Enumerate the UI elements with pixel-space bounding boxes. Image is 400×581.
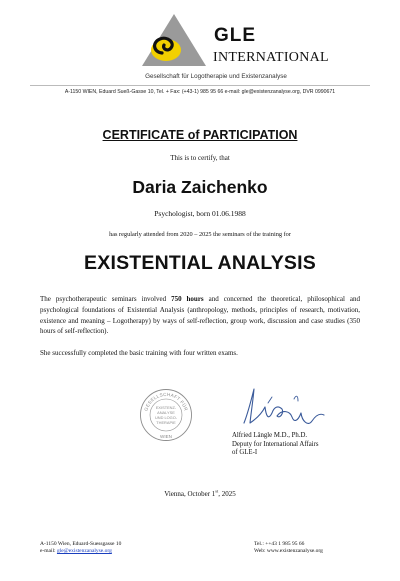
description-rest: and concerned the theoretical, philosophical and psychological foundations of Existential Analysis (anthropology, methods, principles of research, motivation, existence and meaning – Logotherapy) by ways of self-reflection, group work, discussion and case studies (350 hours of self-reflection). bbox=[40, 295, 360, 336]
footer-phone: Tel.: ++43 1 985 95 66 bbox=[254, 541, 305, 547]
program-name: EXISTENTIAL ANALYSIS bbox=[84, 252, 316, 274]
gle-logo-icon bbox=[140, 12, 208, 68]
signatory-role: Deputy for International Affairs bbox=[232, 440, 319, 448]
footer-address: A-1150 Wien, Eduard-Suessgasse 10 bbox=[40, 541, 122, 547]
date-prefix: Vienna, October 1 bbox=[164, 490, 216, 498]
date-year: , 2025 bbox=[218, 490, 236, 498]
header-divider bbox=[30, 85, 370, 86]
stamp-line-2: ANALYSE bbox=[157, 410, 175, 415]
hours-highlight: 750 hours bbox=[171, 295, 204, 303]
stamp-line-3: UND LOGO- bbox=[154, 415, 178, 420]
signatory-organization: of GLE-I bbox=[232, 449, 258, 457]
footer-contact-left bbox=[40, 541, 121, 555]
official-stamp bbox=[139, 388, 193, 442]
issue-date bbox=[0, 490, 400, 498]
signature-image bbox=[238, 383, 330, 431]
recipient-name: Daria Zaichenko bbox=[132, 177, 268, 197]
footer-web: Web: www.existenzanalyse.org bbox=[254, 548, 323, 554]
certify-text: This is to certify, that bbox=[170, 154, 230, 162]
signatory-name: Alfried Längle M.D., Ph.D. bbox=[232, 432, 308, 439]
recipient-details: Psychologist, born 01.06.1988 bbox=[154, 209, 246, 218]
footer-email-label: e-mail: bbox=[40, 548, 57, 554]
description-start: The psychotherapeutic seminars involved bbox=[40, 295, 172, 303]
date-ordinal: st bbox=[215, 488, 219, 494]
stamp-line-1: EXISTENZ- bbox=[155, 405, 177, 410]
stamp-bottom-text: WIEN bbox=[160, 434, 172, 439]
footer-email-line bbox=[40, 548, 121, 555]
signatory-block bbox=[232, 432, 319, 458]
attendance-text: has regularly attended from 2020 – 2025 the seminars of the training for bbox=[109, 231, 291, 238]
brand-international: INTERNATIONAL bbox=[213, 50, 329, 65]
brand-name: GLE bbox=[214, 25, 257, 46]
certificate-title: CERTIFICATE of PARTICIPATION bbox=[102, 128, 298, 142]
stamp-top-text: GESELLSCHAFT FÜR bbox=[143, 391, 189, 412]
seminar-description bbox=[40, 294, 360, 337]
footer-contact-right bbox=[254, 541, 323, 555]
stamp-line-4: THERAPIE bbox=[156, 420, 176, 425]
footer-email-link[interactable]: gle@existenzanalyse.org bbox=[56, 548, 112, 554]
completion-statement: She successfully completed the basic training with four written exams. bbox=[40, 349, 238, 357]
header-address-line: A-1150 WIEN, Eduard Sueß-Gasse 10, Tel. + Fax: (+43-1) 985 95 66 e-mail: gle@existenzanalyse.org, DVR 0990671 bbox=[64, 89, 336, 95]
brand-subtitle: Gesellschaft für Logotherapie und Existenzanalyse bbox=[145, 73, 287, 80]
